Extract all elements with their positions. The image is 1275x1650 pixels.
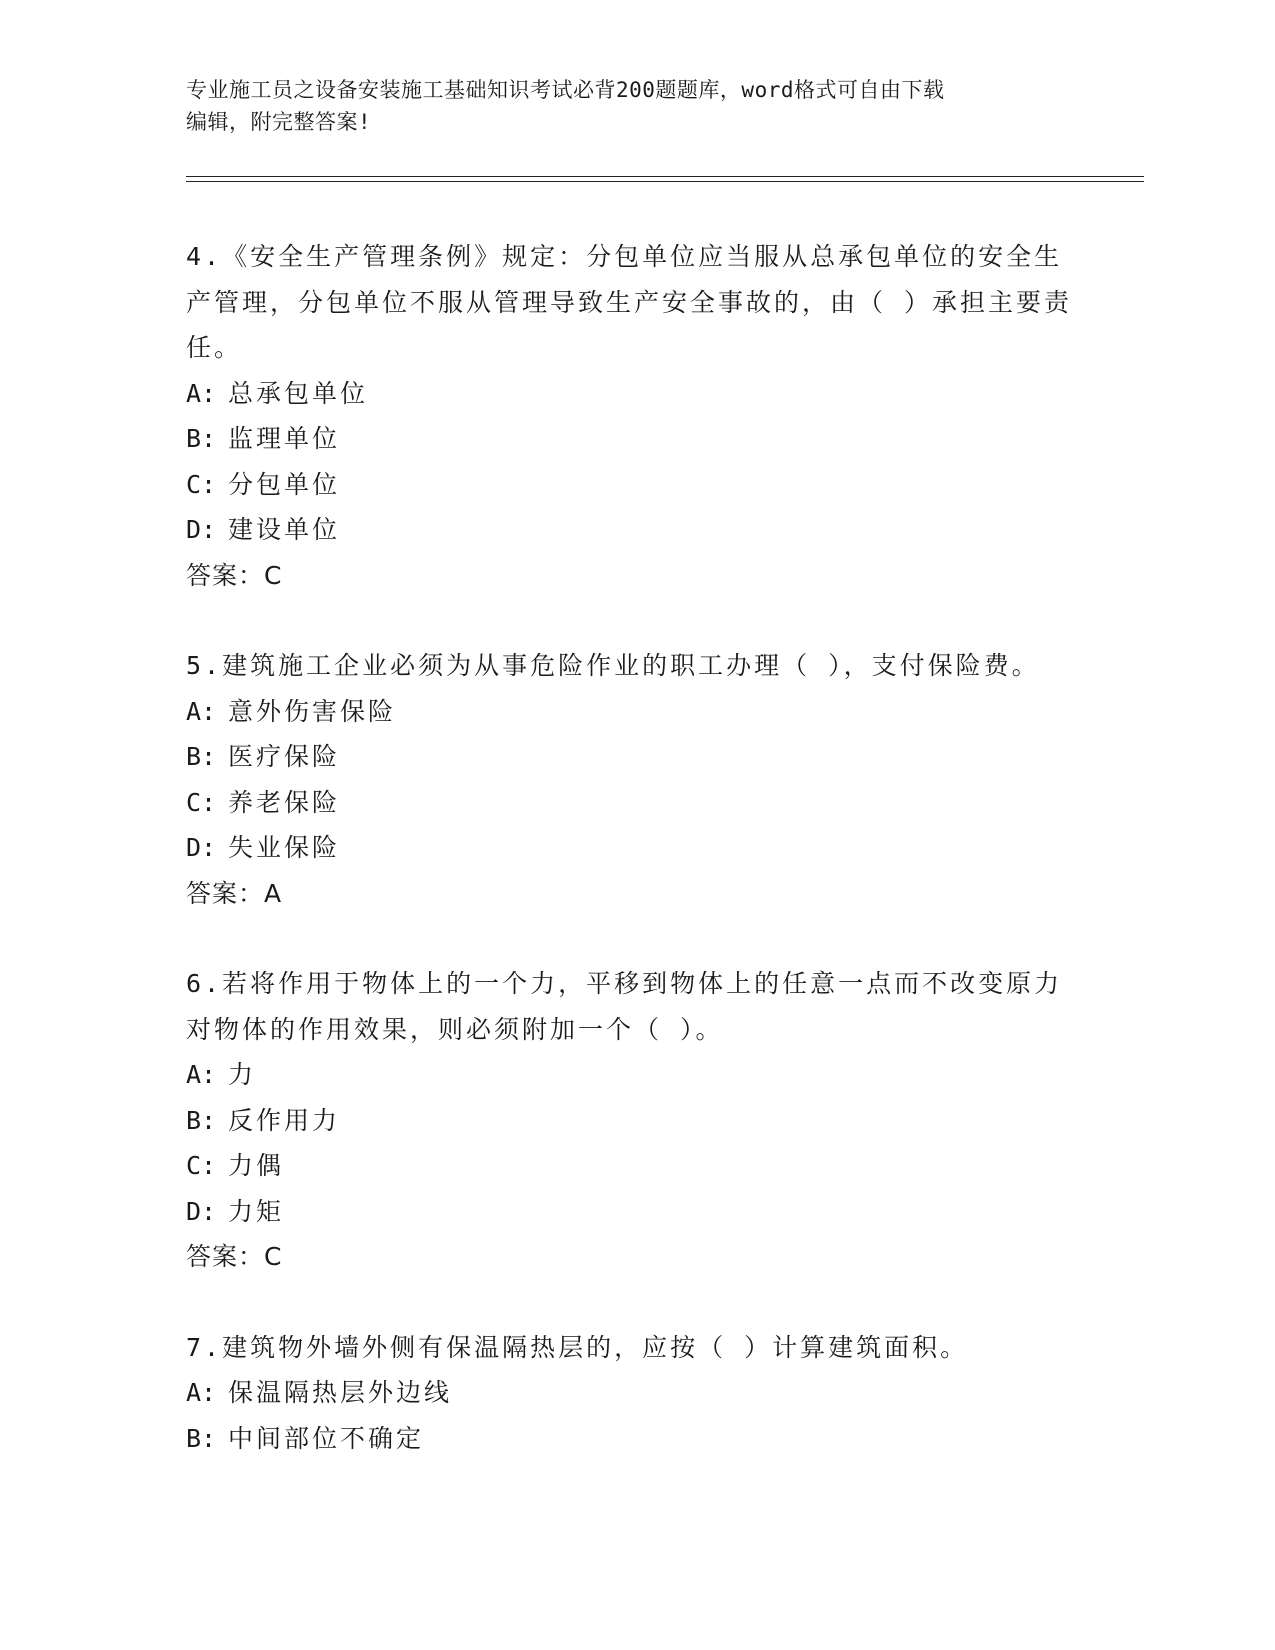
option-text: 养老保险 <box>228 787 341 817</box>
option-text: 医疗保险 <box>228 742 341 771</box>
question-7 <box>186 1325 1086 1462</box>
option-a <box>186 1370 1086 1416</box>
question-5 <box>186 643 1086 916</box>
option-text: 力矩 <box>228 1196 285 1226</box>
question-stem: 6.若将作用于物体上的一个力，平移到物体上的任意一点而不改变原力对物体的作用效果，则必须附加一个（ ）。 <box>186 969 1063 1044</box>
option-letter: B: <box>186 1105 217 1135</box>
option-letter: D: <box>186 833 217 862</box>
question-stem: 4.《安全生产管理条例》规定：分包单位应当服从总承包单位的安全生产管理，分包单位不服从管理导致生产安全事故的，由（ ）承担主要责任。 <box>186 242 1073 362</box>
option-b <box>186 1098 1086 1144</box>
question-4 <box>186 234 1086 598</box>
option-text: 总承包单位 <box>228 378 369 408</box>
option-d <box>186 825 1086 871</box>
option-d <box>186 507 1086 553</box>
option-c <box>186 462 1086 508</box>
option-letter: D: <box>186 515 217 544</box>
option-letter: D: <box>186 1196 217 1226</box>
option-c <box>186 1143 1086 1189</box>
answer-line: 答案：A <box>186 878 283 908</box>
answer-line: 答案：C <box>186 1242 283 1271</box>
option-b <box>186 734 1086 780</box>
question-stem: 5.建筑施工企业必须为从事危险作业的职工办理（ ），支付保险费。 <box>186 651 1040 680</box>
header-divider-bottom <box>186 181 1144 182</box>
option-letter: A: <box>186 378 217 408</box>
option-a <box>186 689 1086 735</box>
option-text: 意外伤害保险 <box>228 696 397 726</box>
option-letter: A: <box>186 1060 217 1089</box>
option-letter: A: <box>186 1378 217 1407</box>
option-letter: C: <box>186 1151 217 1180</box>
option-text: 分包单位 <box>228 469 341 499</box>
question-list <box>186 234 1086 1461</box>
option-text: 力偶 <box>228 1151 285 1180</box>
option-c <box>186 780 1086 826</box>
question-6 <box>186 961 1086 1280</box>
option-text: 失业保险 <box>228 833 341 862</box>
header-line-1: 专业施工员之设备安装施工基础知识考试必背200题题库，word格式可自由下载 <box>186 78 945 102</box>
option-b <box>186 1416 1086 1462</box>
option-d <box>186 1189 1086 1235</box>
option-letter: C: <box>186 469 217 499</box>
option-letter: B: <box>186 1423 217 1453</box>
option-text: 中间部位不确定 <box>228 1423 425 1453</box>
option-letter: A: <box>186 696 217 726</box>
document-header <box>186 74 1086 138</box>
option-text: 保温隔热层外边线 <box>228 1378 453 1407</box>
option-text: 监理单位 <box>228 424 341 453</box>
option-letter: B: <box>186 742 217 771</box>
option-a <box>186 371 1086 417</box>
option-letter: B: <box>186 424 217 453</box>
header-divider-top <box>186 176 1144 177</box>
option-a <box>186 1052 1086 1098</box>
option-letter: C: <box>186 787 217 817</box>
answer-line: 答案：C <box>186 560 283 590</box>
option-text: 建设单位 <box>228 515 341 544</box>
question-stem: 7.建筑物外墙外侧有保温隔热层的，应按（ ）计算建筑面积。 <box>186 1332 969 1362</box>
option-text: 力 <box>228 1060 257 1089</box>
option-text: 反作用力 <box>228 1105 341 1135</box>
header-line-2: 编辑，附完整答案! <box>186 110 372 134</box>
option-b <box>186 416 1086 462</box>
